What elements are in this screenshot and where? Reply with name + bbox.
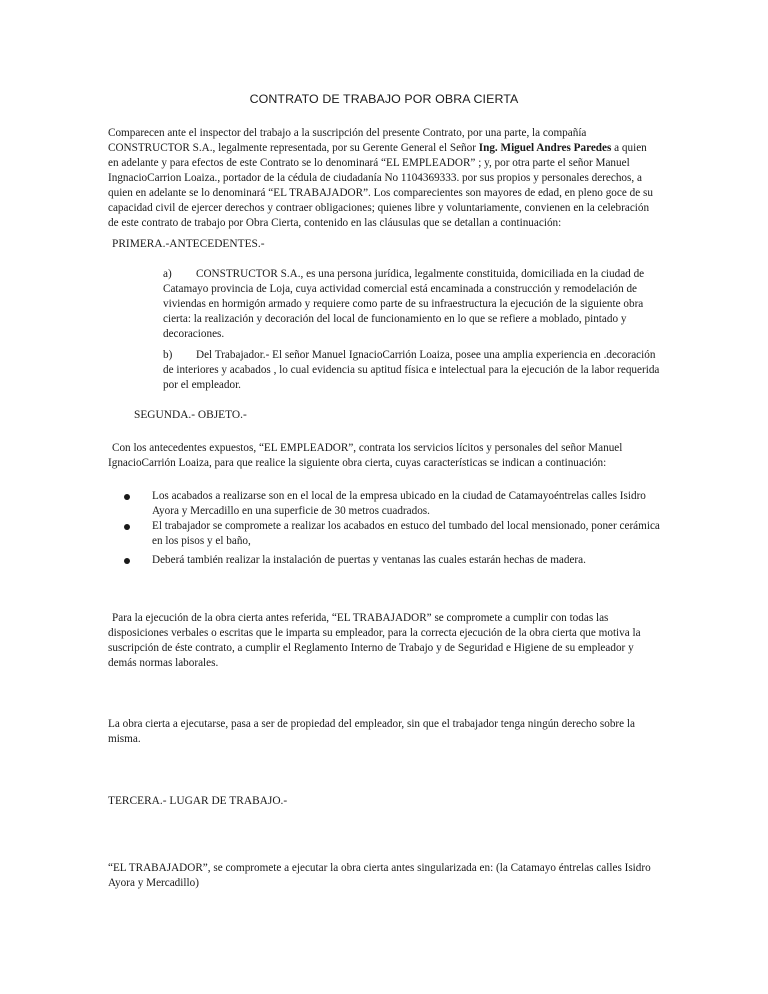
intro-bold-name: Ing. Miguel Andres Paredes <box>478 142 612 154</box>
intro-text-part1: Comparecen ante el inspector del trabajo a la suscripción del presente Contrato, por una parte, la compañía CONSTRUCTOR S.A., legalmente representada, por su Gerente General el Señor <box>108 127 587 154</box>
bullet-item <box>122 553 660 568</box>
tercera-paragraph: “EL TRABAJADOR”, se compromete a ejecutar la obra cierta antes singularizada en: (la Catamayo éntrelas calles Isidro Ayora y Mercadillo) <box>108 862 651 889</box>
document-title: CONTRATO DE TRABAJO POR OBRA CIERTA <box>249 92 519 106</box>
primera-item-b-text: Del Trabajador.- El señor Manuel IgnacioCarrión Loaiza, posee una amplia experiencia en .decoración de interiores y acabados , lo cual evidencia su aptitud física e intelectual para la ejecución de la labor requerida por el empleador. <box>163 349 660 391</box>
bullet-item <box>122 489 660 519</box>
segunda-paragraph-2: La obra cierta a ejecutarse, pasa a ser de propiedad del empleador, sin que el trabajador tenga ningún derecho sobre la misma. <box>108 718 635 745</box>
primera-heading: PRIMERA.-ANTECEDENTES.- <box>112 238 265 250</box>
bullet-dot-icon <box>124 524 130 530</box>
bullet-item-text: El trabajador se compromete a realizar los acabados en estuco del tumbado del local mensionado, poner cerámica en los pisos y el baño, <box>152 520 660 547</box>
bullet-item-text: Los acabados a realizarse son en el local de la empresa ubicado en la ciudad de Catamayoéntrelas calles Isidro Ayora y Mercadillo en una superficie de 30 metros cuadrados. <box>152 490 646 517</box>
tercera-heading: TERCERA.- LUGAR DE TRABAJO.- <box>108 795 288 807</box>
segunda-heading: SEGUNDA.- OBJETO.- <box>134 409 247 421</box>
intro-paragraph <box>108 126 660 231</box>
primera-item-b-marker: b) <box>163 349 173 361</box>
primera-item-a-marker: a) <box>163 268 172 280</box>
segunda-paragraph-1 <box>108 611 660 671</box>
bullet-dot-icon <box>124 558 130 564</box>
segunda-intro <box>108 441 660 471</box>
primera-item-a <box>163 267 660 342</box>
segunda-intro-text: Con los antecedentes expuestos, “EL EMPLEADOR”, contrata los servicios lícitos y personales del señor Manuel IgnacioCarrión Loaiza, para que realice la siguiente obra cierta, cuyas características se indican a continuación: <box>108 442 623 469</box>
bullet-item-text: Deberá también realizar la instalación de puertas y ventanas las cuales estarán hechas de madera. <box>152 554 586 566</box>
primera-item-b <box>163 348 660 393</box>
bullet-dot-icon <box>124 494 130 500</box>
segunda-bullet-list <box>122 489 660 568</box>
segunda-paragraph-1-text: Para la ejecución de la obra cierta antes referida, “EL TRABAJADOR” se compromete a cumplir con todas las disposiciones verbales o escritas que le imparta su empleador, para la correcta ejecución de la obra cierta que motiva la suscripción de éste contrato, a cumplir el Reglamento Interno de Trabajo y de Seguridad e Higiene de su empleador y demás normas laborales. <box>108 612 641 669</box>
primera-item-a-text: CONSTRUCTOR S.A., es una persona jurídica, legalmente constituida, domiciliada en la ciudad de Catamayo provincia de Loja, cuya actividad comercial está encaminada a construcción y remodelación de viviendas en hormigón armado y requiere como parte de su infraestructura la ejecución de la siguiente obra cierta: la realización y decoración del local de funcionamiento en lo que se refiere a moblado, pintado y decoraciones. <box>163 268 645 340</box>
intro-text-part2: a quien en adelante y para efectos de este Contrato se lo denominará “EL EMPLEADOR” ; y, por otra parte el señor Manuel IngnacioCarrion Loaiza., portador de la cédula de ciudadanía No 1104369333. por sus propios y personales derechos, a quien en adelante se lo denominará “EL TRABAJADOR”. Los comparecientes son mayores de edad, en pleno goce de su capacidad civil de ejercer derechos y contraer obligaciones; quienes libre y voluntariamente, convienen en la celebración de este contrato de trabajo por Obra Cierta, contenido en las cláusulas que se detallan a continuación: <box>108 142 653 229</box>
bullet-item <box>122 519 660 549</box>
